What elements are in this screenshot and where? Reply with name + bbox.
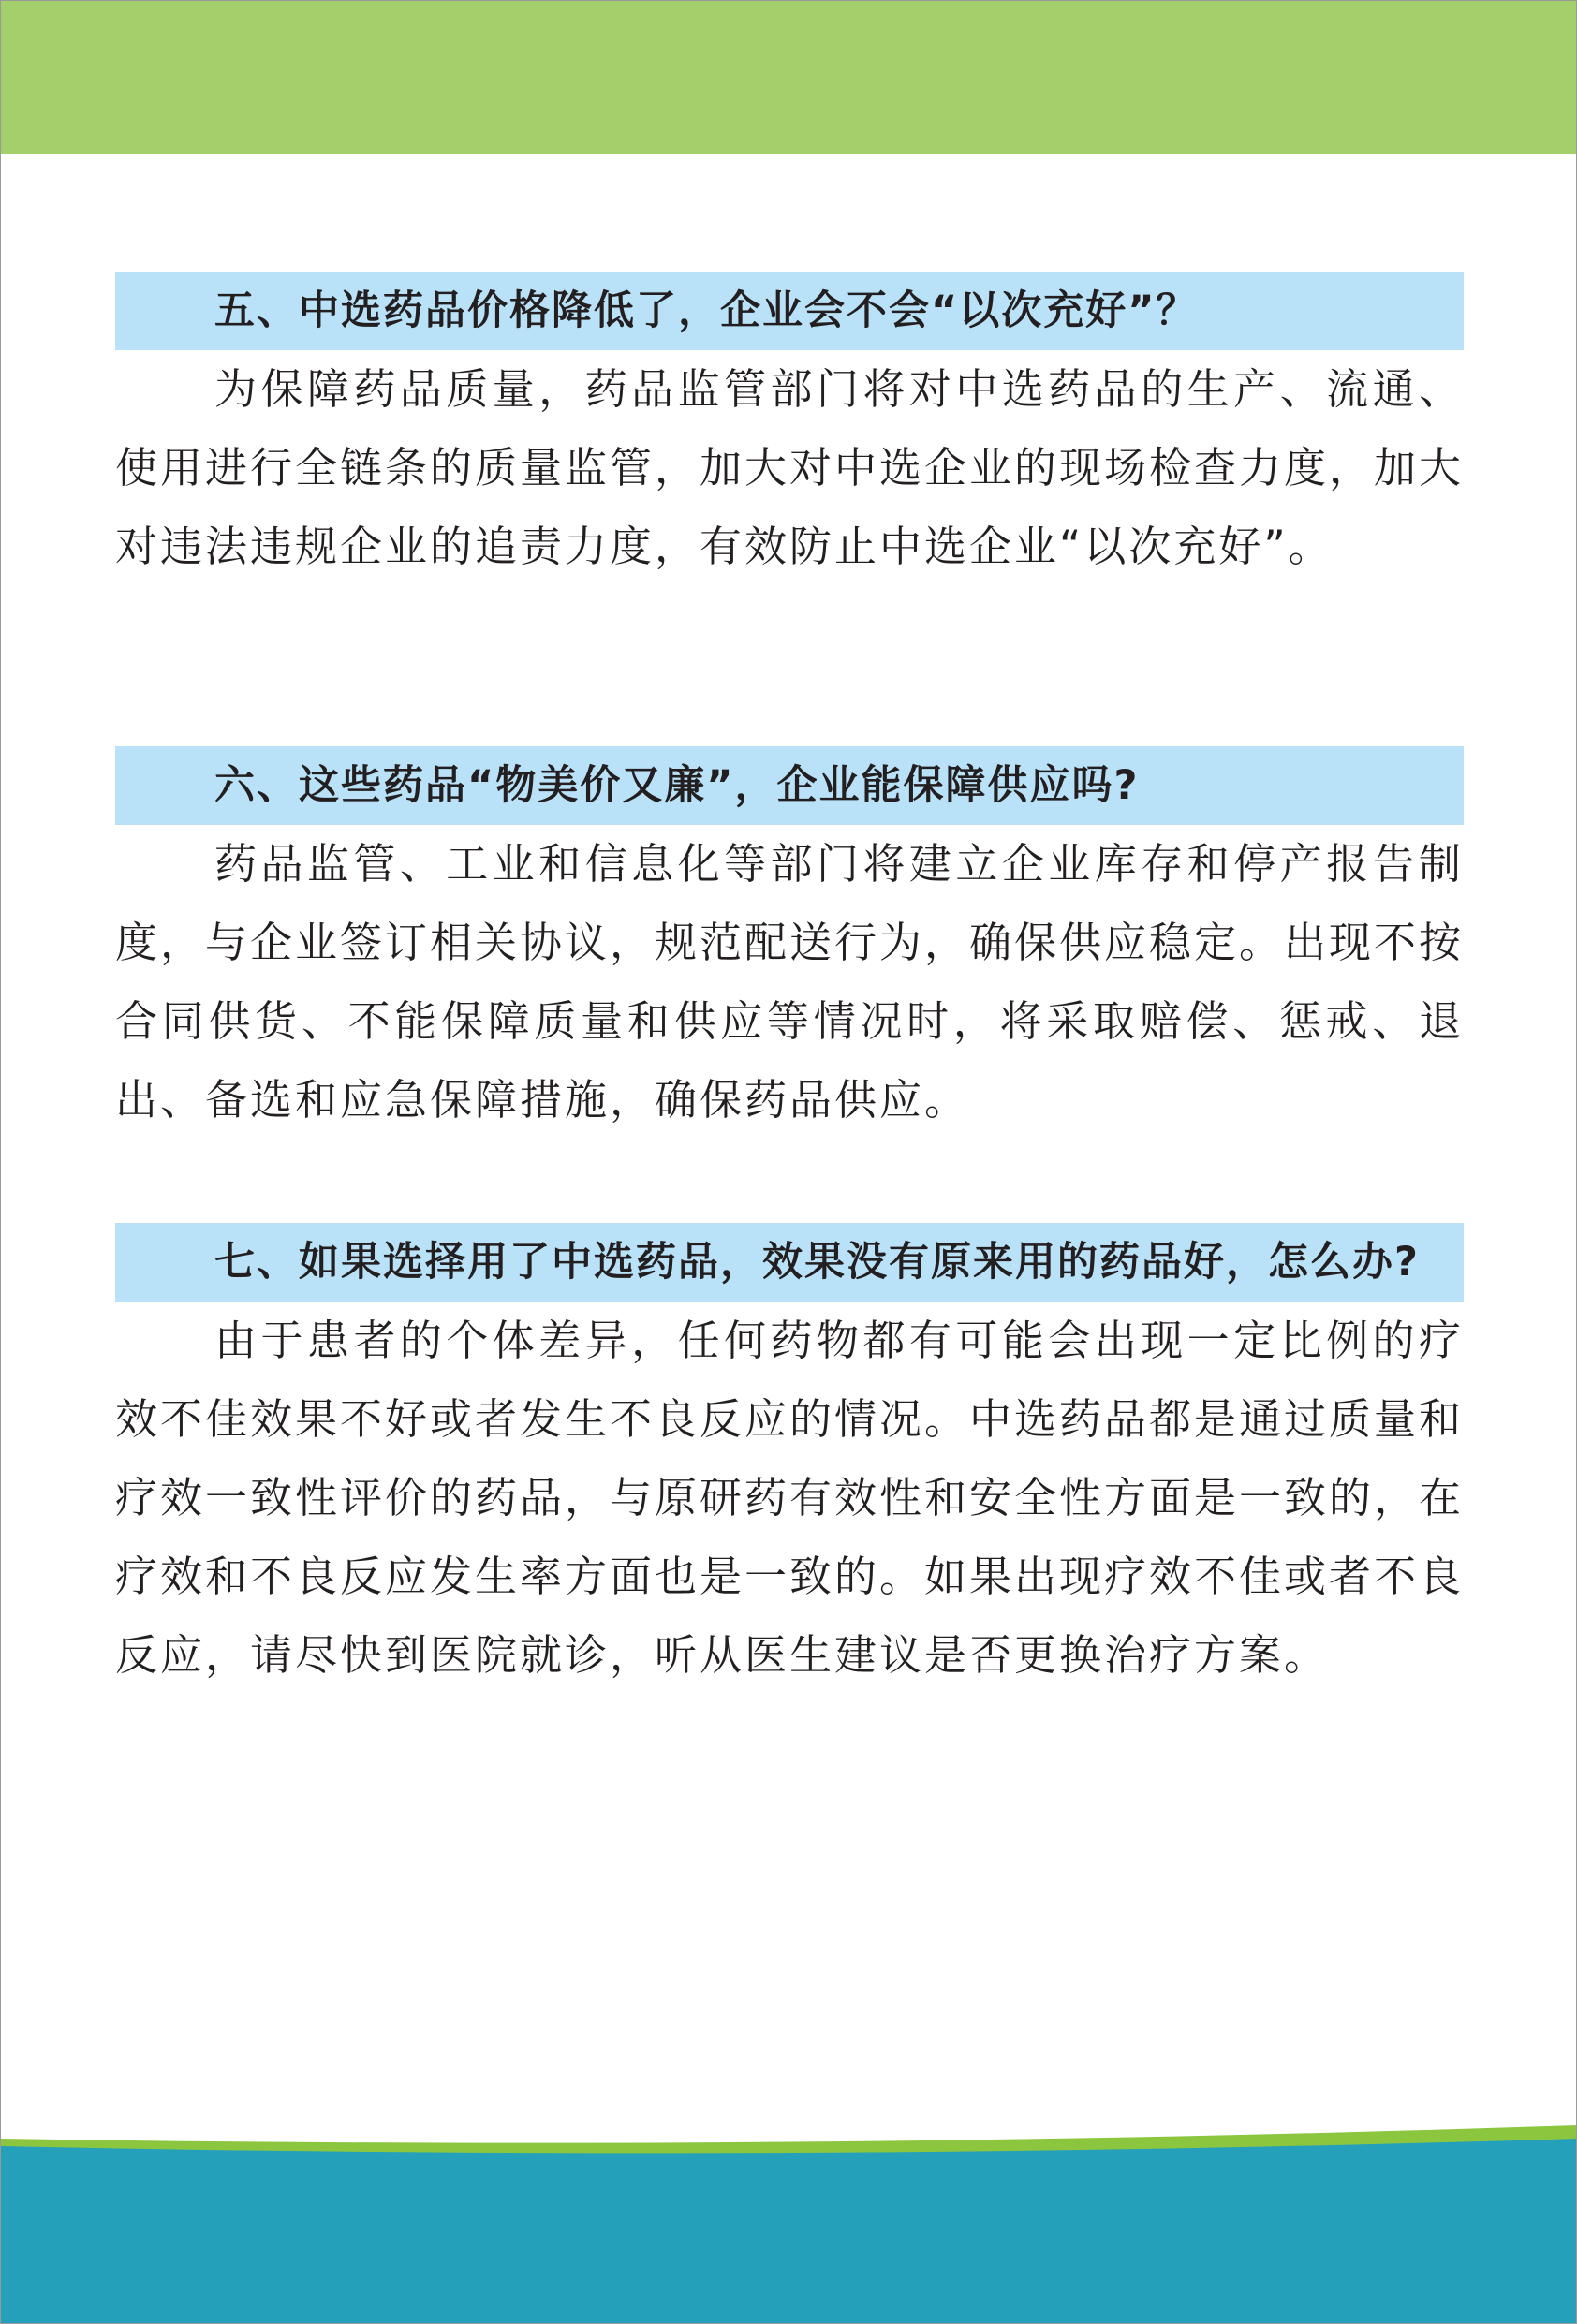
section-5-body: 为保障药品质量，药品监管部门将对中选药品的生产、流通、使用进行全链条的质量监管，加大对中选企业的现场检查力度，加大对违法违规企业的追责力度，有效防止中选企业“以次充好”。 (115, 364, 1465, 571)
section-5 (115, 272, 1464, 586)
top-decorative-band (0, 0, 1577, 154)
section-7-heading: 七、如果选择用了中选药品，效果没有原来用的药品好，怎么办? (115, 1223, 1464, 1302)
section-7 (115, 1223, 1464, 1695)
bottom-decorative-wave (0, 2125, 1577, 2324)
section-5-heading: 五、中选药品价格降低了，企业会不会“以次充好”？ (115, 272, 1464, 350)
section-6-body: 药品监管、工业和信息化等部门将建立企业库存和停产报告制度，与企业签订相关协议，规范配送行为，确保供应稳定。出现不按合同供货、不能保障质量和供应等情况时，将采取赔偿、惩戒、退出、备选和应急保障措施，确保药品供应。 (115, 839, 1465, 1125)
section-6-heading: 六、这些药品“物美价又廉”，企业能保障供应吗? (115, 746, 1464, 825)
section-7-body: 由于患者的个体差异，任何药物都有可能会出现一定比例的疗效不佳效果不好或者发生不良反应的情况。中选药品都是通过质量和疗效一致性评价的药品，与原研药有效性和安全性方面是一致的，在疗效和不良反应发生率方面也是一致的。如果出现疗效不佳或者不良反应，请尽快到医院就诊，听从医生建议是否更换治疗方案。 (115, 1316, 1465, 1680)
section-6 (115, 746, 1464, 1140)
